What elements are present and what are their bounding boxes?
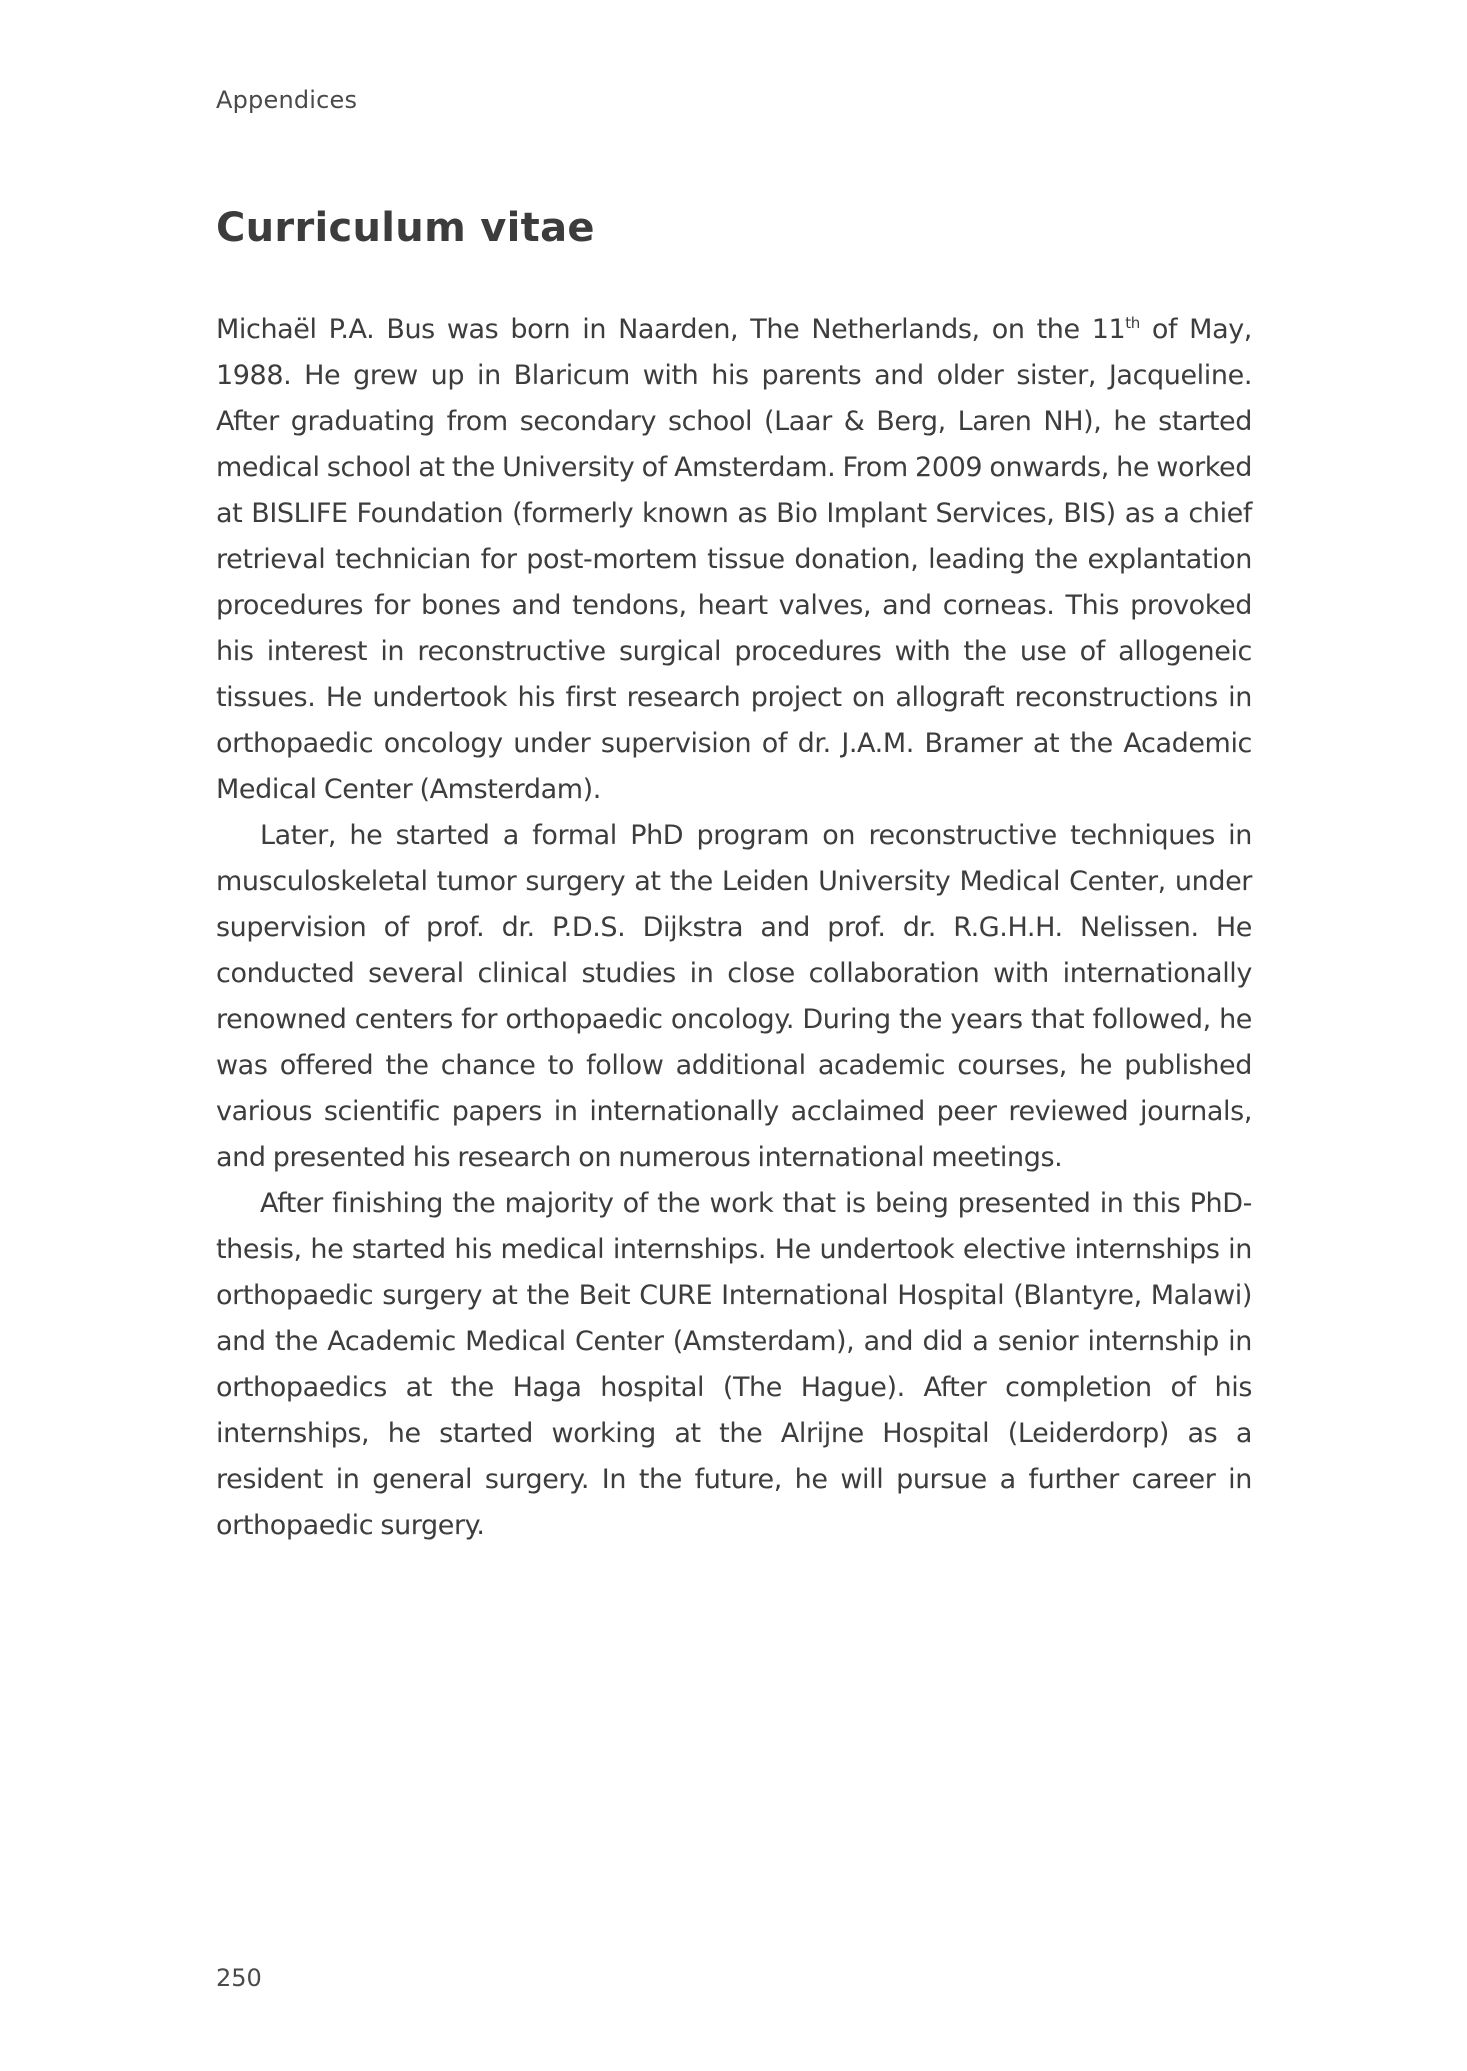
- paragraph-1-text-start: Michaël P.A. Bus was born in Naarden, The Netherlands, on the 11: [216, 314, 1126, 345]
- page-number: 250: [216, 1964, 262, 1992]
- paragraph-1-text-end: of May, 1988. He grew up in Blaricum with his parents and older sister, Jacqueline. After graduating from secondary school (Laar & Berg, Laren NH), he started medical school at the University of Amsterdam. From 2009 onwards, he worked at BISLIFE Foundation (formerly known as Bio Implant Services, BIS) as a chief retrieval technician for post-mortem tissue donation, leading the explantation procedures for bones and tendons, heart valves, and corneas. This provoked his interest in reconstructive surgical procedures with the use of allogeneic tissues. He undertook his first research project on allograft reconstructions in orthopaedic oncology under supervision of dr. J.A.M. Bramer at the Academic Medical Center (Amsterdam).: [216, 314, 1252, 805]
- running-header: Appendices: [216, 86, 358, 114]
- paragraph-1: [216, 307, 1252, 813]
- page-title: Curriculum vitae: [216, 205, 595, 251]
- ordinal-superscript: th: [1125, 314, 1140, 332]
- body-text: [216, 307, 1252, 1549]
- paragraph-2: Later, he started a formal PhD program on reconstructive techniques in musculoskeletal tumor surgery at the Leiden University Medical Center, under supervision of prof. dr. P.D.S. Dijkstra and prof. dr. R.G.H.H. Nelissen. He conducted several clinical studies in close collaboration with internationally renowned centers for orthopaedic oncology. During the years that followed, he was offered the chance to follow additional academic courses, he published various scientific papers in internationally acclaimed peer reviewed journals, and presented his research on numerous international meetings.: [216, 820, 1252, 1173]
- paragraph-3: After finishing the majority of the work that is being presented in this PhD-thesis, he started his medical internships. He undertook elective internships in orthopaedic surgery at the Beit CURE International Hospital (Blantyre, Malawi) and the Academic Medical Center (Amsterdam), and did a senior internship in orthopaedics at the Haga hospital (The Hague). After completion of his internships, he started working at the Alrijne Hospital (Leiderdorp) as a resident in general surgery. In the future, he will pursue a further career in orthopaedic surgery.: [216, 1188, 1252, 1541]
